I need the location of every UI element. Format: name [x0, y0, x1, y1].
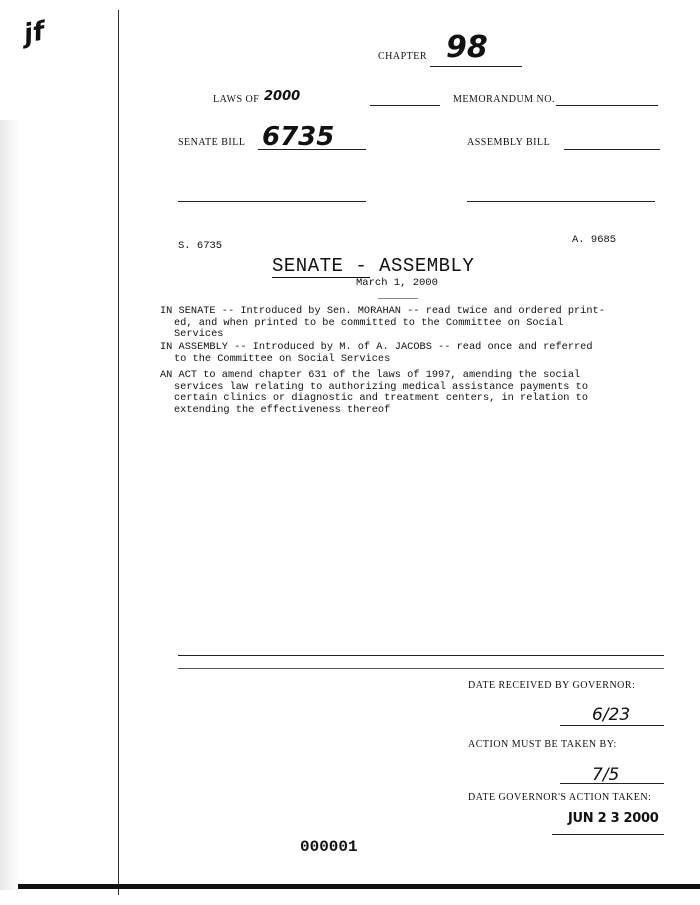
laws-label: LAWS OF	[213, 94, 260, 105]
act-line-3: certain clinics or diagnostic and treatment centers, in relation to	[174, 392, 589, 404]
action-by-label: ACTION MUST BE TAKEN BY:	[468, 739, 617, 750]
heading-rule	[272, 277, 370, 278]
action-by-value: 7/5	[592, 765, 620, 785]
memorandum-label: MEMORANDUM NO.	[453, 94, 556, 105]
date-received-underline	[560, 725, 664, 726]
action-by-underline	[560, 783, 664, 784]
blank-line-right	[467, 201, 655, 202]
action-taken-stamp: JUN 2 3 2000	[568, 811, 659, 826]
bill-date: March 1, 2000	[356, 277, 438, 289]
act-line-2: services law relating to authorizing medical assistance payments to	[174, 380, 589, 393]
bottom-edge-rule	[18, 884, 700, 889]
chapter-label: CHAPTER	[378, 51, 428, 62]
bill-heading: SENATE - ASSEMBLY	[272, 255, 475, 277]
senate-bill-label: SENATE BILL	[178, 137, 246, 148]
blank-line-left	[178, 201, 366, 202]
act-line-4: extending the effectiveness thereof	[174, 403, 391, 416]
date-received-label: DATE RECEIVED BY GOVERNOR:	[468, 680, 636, 691]
footer-rule-2	[178, 668, 664, 669]
assembly-line-2: to the Committee on Social Services	[174, 352, 391, 365]
assembly-introduction	[160, 342, 660, 365]
left-margin-rule	[118, 10, 119, 895]
assembly-bill-label: ASSEMBLY BILL	[467, 137, 551, 148]
assembly-bill-underline	[564, 149, 660, 150]
act-description	[160, 370, 660, 416]
footer-rule-1	[178, 655, 664, 656]
laws-value: 2000	[264, 89, 301, 104]
senate-line-1: IN SENATE -- Introduced by Sen. MORAHAN -- read twice and ordered print-	[160, 305, 605, 317]
chapter-underline	[430, 66, 522, 67]
laws-underline-gap	[370, 105, 440, 106]
memorandum-underline	[556, 105, 658, 106]
date-received-value: 6/23	[592, 705, 631, 725]
action-taken-underline	[552, 834, 664, 835]
assembly-number: A. 9685	[572, 234, 617, 246]
margin-initials: jf	[21, 16, 47, 50]
scan-edge-shadow	[0, 120, 20, 890]
senate-line-2: ed, and when printed to be committed to the Committee on Social	[174, 316, 564, 329]
senate-introduction	[160, 306, 660, 341]
senate-number: S. 6735	[178, 240, 223, 252]
assembly-line-1: IN ASSEMBLY -- Introduced by M. of A. JACOBS -- read once and referred	[160, 341, 593, 353]
senate-bill-value: 6735	[262, 122, 335, 152]
action-taken-label: DATE GOVERNOR'S ACTION TAKEN:	[468, 792, 652, 803]
chapter-value: 98	[446, 30, 488, 65]
page-number: 000001	[300, 838, 358, 856]
act-line-1: AN ACT to amend chapter 631 of the laws of 1997, amending the social	[160, 369, 581, 381]
senate-bill-underline	[258, 149, 366, 150]
heading-rule-tail	[378, 298, 418, 299]
senate-line-3: Services	[174, 328, 224, 340]
